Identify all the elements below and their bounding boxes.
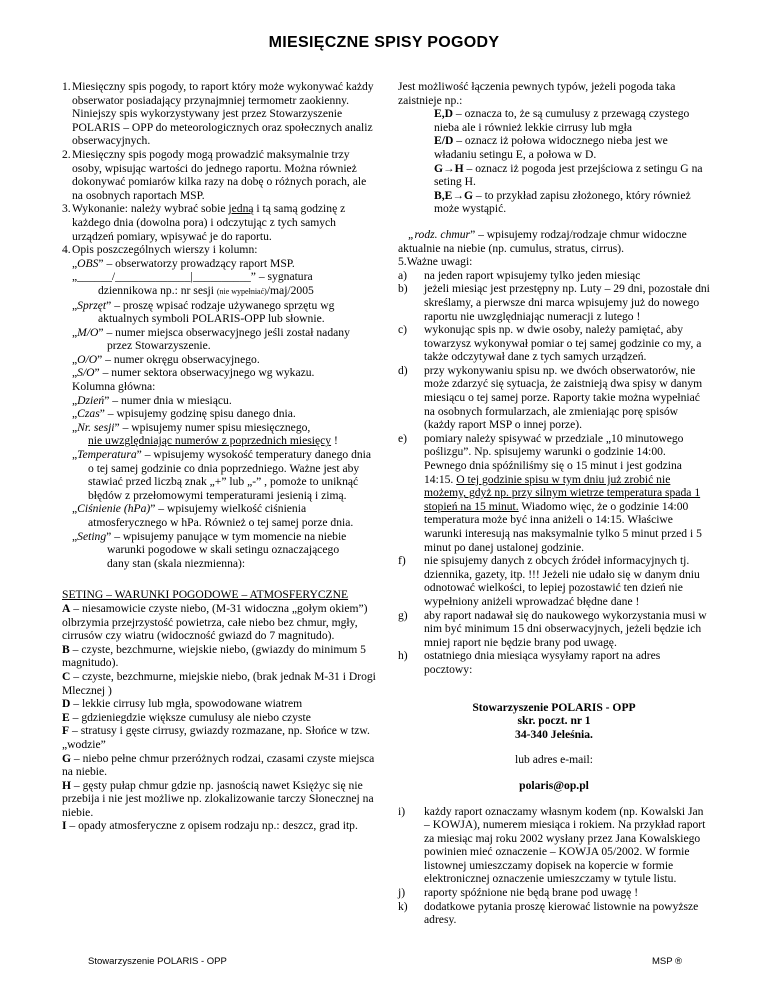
row-description: „O/O” – numer okręgu obserwacyjnego. (72, 352, 260, 366)
row-description: „OBS” – obserwatorzy prowadzący raport MSP. (72, 256, 295, 270)
field-label: OBS (77, 256, 99, 270)
seting-text: – oznacz iż pogoda jest przejściowa z setingu G na seting H. (434, 161, 703, 189)
seting-letter: G (62, 751, 72, 765)
section-label: Kolumna główna: (72, 380, 156, 394)
seting-heading: SETING – WARUNKI POGODOWE – ATMOSFERYCZNE (62, 588, 349, 602)
row-description-cont: przez Stowarzyszenie. (107, 339, 211, 353)
underlined-text: nie uwzględniając numerów z poprzednich miesięcy (88, 434, 332, 448)
field-text: – numer okręgu obserwacyjnego. (102, 352, 260, 366)
field-label: O/O (77, 352, 98, 366)
field-label: Ciśnienie (hPa) (77, 502, 151, 516)
field-label: M/O (77, 325, 99, 339)
item-number: 2. (62, 147, 71, 161)
field-text: – numer miejsca obserwacyjnego jeśli został nadany (103, 325, 350, 339)
email-label: lub adres e-mail: (515, 753, 593, 767)
row-description: „Temperatura” – wpisujemy wysokość temperatury danego dnia (72, 448, 372, 462)
seting-letter: A (62, 601, 71, 615)
note-item (398, 554, 710, 608)
field-label: Czas (77, 407, 100, 421)
field-label: Seting (77, 529, 107, 543)
field-text: – wpisujemy panujące w tym momencie na niebie (111, 529, 347, 543)
note-text: nie spisujemy danych z obcych źródeł informacyjnych tj. dziennika, gazety, itp. !!! Jeżeli nie udało się w danym dniu odnotować wielkości, to lepiej pozostawić ten dzień nie wypełniony aniżeli wprowadzać błędne dane ! (424, 554, 700, 608)
underlined-text: jedną (228, 202, 254, 216)
row-description: „S/O” – numer sektora obserwacyjnego wg wykazu. (72, 366, 315, 380)
field-text: – obserwatorzy prowadzący raport MSP. (103, 256, 295, 270)
seting-e (62, 711, 380, 725)
note-text: raporty spóźnione nie będą brane pod uwagę ! (424, 886, 639, 900)
row-description-cont: atmosferycznego w hPa. Również o tej samej porze dnia. (88, 516, 354, 529)
small-note: (nie wypełniać) (216, 286, 267, 296)
item-text (72, 202, 380, 243)
row-description: „Ciśnienie (hPa)” – wpisujemy wielkość ciśnienia (72, 502, 307, 516)
note-letter: h) (398, 649, 408, 663)
note-item (398, 432, 710, 554)
list-item (62, 148, 380, 202)
seting-f (62, 724, 380, 751)
text-part: i tą samą godzinę z każdego dnia (dowolna pora) i odczytując z tych samych urządzeń pomiary, wpisywać je do raportu. (72, 202, 346, 243)
postal-address-name: Stowarzyszenie POLARIS - OPP (472, 700, 636, 714)
note-letter: g) (398, 608, 408, 622)
combine-intro: Jest możliwość łączenia pewnych typów, jeżeli pogoda taka zaistnieje np.: (398, 80, 676, 107)
list-item (62, 80, 380, 148)
email-address: polaris@op.pl (519, 778, 589, 792)
note-text: ostatniego dnia miesiąca wysyłamy raport na adres pocztowy: (424, 649, 661, 676)
field-label: Nr. sesji (77, 420, 115, 434)
postal-address-city: 34-340 Jeleśnia. (515, 727, 593, 741)
note-text: aby raport nadawał się do naukowego wykorzystania musi w nim być minimum 15 dni obserwacyjnych, jeżeli będzie ich mniej raport nie będzie brany pod uwagę. (424, 608, 707, 649)
seting-text: – niesamowicie czyste niebo, (M-31 widoczna „gołym okiem”) olbrzymia przejrzystość powietrza, całe niebo bez chmur, mgły, cirrusów czy wiatru (widoczność gwiazd do 7 magnitudo). (62, 601, 368, 643)
note-letter: f) (398, 554, 406, 568)
item-number: 3. (62, 202, 71, 216)
field-text: – numer dnia w miesiącu. (109, 393, 232, 407)
row-description-cont: dany stan (skala niezmienna): (107, 556, 246, 570)
signature-line: „______/_____________|__________” – sygnatura (72, 270, 313, 284)
note-item (398, 805, 710, 887)
seting-a (62, 602, 380, 643)
note-letter: i) (398, 804, 406, 818)
field-label: S/O (77, 366, 95, 380)
note-item (398, 886, 710, 900)
left-column (62, 80, 380, 833)
item-text: Opis poszczególnych wierszy i kolumn: (72, 243, 258, 257)
note-letter: c) (398, 323, 408, 337)
combine-example (398, 134, 710, 161)
row-description-cont: aktualnych symboli POLARIS-OPP lub słownie. (98, 312, 325, 326)
notes-heading: 5.Ważne uwagi: (398, 255, 473, 269)
note-item (398, 323, 710, 364)
note-item (398, 609, 710, 650)
seting-code: G→H (434, 161, 464, 175)
row-description: „Sprzęt” – proszę wpisać rodzaje używanego sprzętu wg (72, 298, 335, 312)
field-label: „rodz. chmur (408, 227, 471, 241)
note-letter: d) (398, 363, 408, 377)
footer-right: MSP ® (652, 956, 683, 967)
note-text: dodatkowe pytania proszę kierować listownie na powyższe adresy. (424, 899, 699, 927)
row-description-cont (62, 434, 380, 448)
note-text: na jeden raport wpisujemy tylko jeden miesiąc (424, 268, 641, 282)
seting-letter: I (62, 819, 67, 833)
note-text: przy wykonywaniu spisu np. we dwóch obserwatorów, nie może zdarzyć się sytuacja, że zaistnieją dwa spisy w danym miesiącu o tej samej porze. Raporty takie można wypełniać na osobnych formularzach, ale zmieniając porę spisów (każdy raport MSP o innej porze). (424, 363, 703, 432)
combine-example (398, 107, 710, 134)
seting-letter: E (62, 710, 70, 724)
clouds-description (398, 228, 710, 255)
footer-left: Stowarzyszenie POLARIS - OPP (88, 956, 227, 967)
seting-text: – gęsty pułap chmur gdzie np. jasnością nawet Księżyc się nie przebija i nie jest możliwe np. zlokalizowanie tarczy Słonecznej na niebie. (62, 778, 374, 819)
seting-g (62, 752, 380, 779)
seting-text: – niebo pełne chmur przeróżnych rodzai, czasami czyste miejsca na niebie. (62, 751, 375, 779)
row-description-cont: błędów z przełomowymi temperaturami jesienią i zimą. (88, 488, 347, 502)
row-description: „Nr. sesji” – wpisujemy numer spisu miesięcznego, (72, 420, 311, 434)
item-number: 1. (62, 80, 71, 93)
list-item (62, 202, 380, 243)
note-item (398, 269, 710, 283)
seting-letter: H (62, 778, 72, 792)
field-label: Sprzęt (77, 298, 107, 312)
combine-example (398, 162, 710, 189)
note-letter: e) (398, 431, 408, 445)
seting-h (62, 779, 380, 820)
seting-text: – oznacz iż połowa widocznego nieba jest we władaniu setingu E, a połowa w D. (434, 134, 668, 161)
seting-text: – gdzieniegdzie większe cumulusy ale niebo czyste (69, 710, 311, 724)
postal-address-box: skr. poczt. nr 1 (517, 714, 591, 728)
seting-text: – opady atmosferyczne z opisem rodzaju np.: deszcz, grad itp. (66, 819, 358, 833)
row-description: „Dzień” – numer dnia w miesiącu. (72, 393, 232, 407)
item-text: Miesięczny spis pogody mogą prowadzić maksymalnie trzy osoby, wpisując wartości do jednego raportu. Można również dokonywać pomiarów kilka razy na dobę o różnych porach, ale na osobnych raportach MSP. (72, 147, 367, 202)
text-part: Wiadomo więc, że o godzinie 14:00 temperatura może być inna aniżeli o 14:15. Właściwe warunki interesują nas maksymalnie tylko 5 minut przed i 5 minut po danej ustalonej godzinie. (424, 499, 702, 554)
row-description: „Seting” – wpisujemy panujące w tym momencie na niebie (72, 529, 347, 543)
item-number: 4. (62, 243, 71, 257)
field-text: – wpisujemy godzinę spisu danego dnia. (104, 407, 296, 421)
right-column (398, 80, 710, 927)
seting-letter: C (62, 669, 71, 683)
note-text: każdy raport oznaczamy własnym kodem (np. Kowalski Jan – KOWJA), numerem miesiąca i rokiem. Na przykład raport za miesiąc maj roku 2002 wysłany przez Jana Kowalskiego powinien mieć oznaczenie – KOWJA 05/2002. W formie listownej umieszczamy dopisek na kopercie w formie elektronicznej oznaczenie umieszczamy w tytule listu. (424, 804, 706, 886)
field-text: ” – wpisujemy rodzaj/rodzaje chmur widoczne aktualnie na niebie (np. cumulus, stratus, cirrus). (398, 227, 687, 255)
field-text: – proszę wpisać rodzaje używanego sprzętu wg (111, 298, 335, 312)
seting-text: – stratusy i gęste cirrusy, gwiazdy rozmazane, np. Słońce w tzw. „wodzie” (62, 724, 370, 751)
note-text (424, 432, 710, 554)
note-letter: b) (398, 282, 408, 296)
field-label: Temperatura (77, 448, 137, 462)
signature-desc (62, 284, 380, 299)
row-description: „Czas” – wpisujemy godzinę spisu danego dnia. (72, 407, 296, 421)
row-description: „M/O” – numer miejsca obserwacyjnego jeśli został nadany (72, 325, 350, 339)
seting-code: B,E→G (434, 188, 473, 202)
list-item (62, 243, 380, 257)
combine-example (398, 189, 710, 216)
text-part: dziennikowa np.: nr sesji (98, 283, 217, 297)
text-part: /maj/2005 (266, 283, 314, 297)
seting-letter: D (62, 697, 71, 711)
note-item (398, 649, 710, 676)
row-description-cont: o tej samej godzinie co dnia poprzedniego. Ważne jest aby (88, 461, 360, 475)
seting-b (62, 643, 380, 670)
seting-text: – oznacza to, że są cumulusy z przewagą czystego nieba ale i również lekkie cirrusy lub mgła (434, 107, 690, 134)
seting-text: – to przykład zapisu złożonego, który również może wystąpić. (434, 188, 691, 216)
row-description-cont: warunki pogodowe w skali setingu oznaczającego (107, 543, 340, 557)
note-item (398, 900, 710, 927)
note-letter: k) (398, 899, 408, 913)
text-part: Wykonanie: należy wybrać sobie (72, 202, 229, 216)
note-item (398, 282, 710, 323)
seting-d (62, 697, 380, 711)
seting-i (62, 819, 380, 833)
field-text: – wpisujemy wielkość ciśnienia (155, 502, 307, 516)
field-text: – numer sektora obserwacyjnego wg wykazu. (99, 366, 315, 380)
text-part: ! (331, 434, 338, 448)
row-description-cont: stawiać przed liczbą znak „+” lub „-” , pomoże to uniknąć (88, 475, 359, 489)
note-item (398, 364, 710, 432)
seting-letter: B (62, 642, 70, 656)
note-text: jeżeli miesiąc jest przestępny np. Luty – 29 dni, pozostałe dni skreślamy, a pierwsze dni marca wpisujemy już do nowego raportu nie uwzględniając numeracji z lutego ! (424, 282, 710, 323)
seting-text: – czyste, bezchmurne, wiejskie niebo, (gwiazdy do minimum 5 magnitudo). (62, 642, 366, 670)
underlined-text: O tej godzinie spisu w tym dniu już zrobić nie możemy, gdyż np. przy silnym wietrze temperatura spada 1 stopień na 15 minut. (424, 472, 701, 513)
seting-code: E/D (434, 134, 454, 148)
seting-c (62, 670, 380, 697)
seting-text: – lekkie cirrusy lub mgła, spowodowane wiatrem (70, 697, 303, 711)
text-part: pomiary należy spisywać w przedziale „10 minutowego poślizgu”. Np. spisujemy warunki o godzinie 14:00. Pewnego dnia spóźniliśmy się o 15 minut i jest godzina 14:15. (424, 431, 684, 486)
page-title: MIESIĘCZNE SPISY POGODY (268, 34, 500, 51)
seting-text: – czyste, bezchmurne, miejskie niebo, (brak jednak M-31 i Drogi Mlecznej ) (62, 669, 376, 697)
seting-letter: F (62, 724, 70, 738)
note-text: wykonując spis np. w dwie osoby, należy pamiętać, aby towarzysz wykonywał pomiar o tej samej godzinie co my, a także odczytywał dane z tych samych urządzeń. (424, 323, 702, 364)
seting-code: E,D (434, 107, 454, 121)
item-text: Miesięczny spis pogody, to raport który może wykonywać każdy obserwator posiadający przynajmniej termometr zaokienny. Niniejszy spis wykorzystywany jest przez Stowarzyszenie POLARIS – OPP do meteorologicznych oraz społecznych analiz obserwacyjnych. (72, 80, 374, 148)
note-letter: a) (398, 268, 408, 282)
field-text: – wpisujemy wysokość temperatury danego dnia (141, 448, 372, 462)
field-label: Dzień (77, 393, 105, 407)
field-text: – wpisujemy numer spisu miesięcznego, (119, 420, 311, 434)
note-letter: j) (398, 886, 406, 900)
